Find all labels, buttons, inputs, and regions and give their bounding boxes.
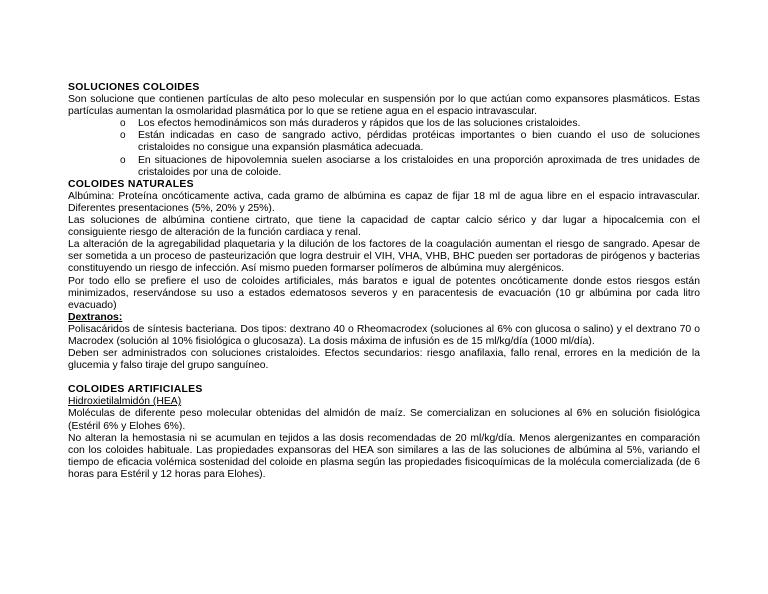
- dextranos-efectos-paragraph: Deben ser administrados con soluciones cristaloides. Efectos secundarios: riesgo anafilaxia, fallo renal, errores en la medición de la glucemia y falso tiraje del grupo sanguíneo.: [68, 348, 700, 372]
- subheading-dextranos: Dextranos:: [68, 311, 123, 323]
- bullet-marker-icon: o: [120, 154, 126, 166]
- dextranos-paragraph: Polisacáridos de síntesis bacteriana. Dos tipos: dextrano 40 o Rheomacrodex (soluciones al 6% con glucosa o salino) y el dextrano 70 o Macrodex (solución al 10% fisiológica o glucosaza). La dosis máxima de infusión es de 15 ml/kg/día (1000 ml/día).: [68, 323, 700, 347]
- section-title-coloides-artificiales: COLOIDES ARTIFICIALES: [68, 384, 203, 396]
- list-item: [68, 155, 700, 179]
- albumina-paragraph: Albúmina: Proteína oncóticamente activa, cada gramo de albúmina es capaz de fijar 18 ml de agua libre en el espacio intravascular. Diferentes presentaciones (5%, 20% y 25%).: [68, 190, 700, 214]
- citrato-paragraph: Las soluciones de albúmina contiene cirtrato, que tiene la capacidad de captar calcio sérico y dar lugar a hipocalcemia con el consiguiente riesgo de alteración de la función cardiaca y renal.: [68, 215, 700, 239]
- agregabilidad-paragraph: La alteración de la agregabilidad plaquetaria y la dilución de los factores de la coagulación aumentan el riesgo de sangrado. Apesar de ser sometida a un proceso de pasteurización que logra destruir el VIH, VHA, VHB, BHC pueden ser portadoras de pirógenos y bacterias constituyendo un riesgo de infección. Así mismo pueden formarser polímeros de albúmina muy alergénicos.: [68, 239, 700, 275]
- intro-paragraph: Son solucione que contienen partículas de alto peso molecular en suspensión por lo que actúan como expansores plasmáticos. Estas partículas aumentan la osmolaridad plasmática por lo que se retiene agua en el espacio intravascular.: [68, 94, 700, 118]
- list-item-text: En situaciones de hipovolemnia suelen asociarse a los cristaloides en una proporción aproximada de tres unidades de cristaloides por una de coloide.: [138, 154, 700, 178]
- list-item: [68, 118, 700, 130]
- subheading-hea: Hidroxietilalmidón (HEA): [68, 396, 182, 408]
- document-page: [68, 82, 700, 481]
- list-item-text: Los efectos hemodinámicos son más duraderos y rápidos que los de las soluciones cristaloides.: [138, 118, 581, 130]
- list-item-text: Están indicadas en caso de sangrado activo, pérdidas protéicas importantes o bien cuando el uso de soluciones cristaloides no consigue una expansión plasmática adecuada.: [138, 130, 700, 154]
- section-title-soluciones-coloides: SOLUCIONES COLOIDES: [68, 82, 200, 93]
- section-spacer: [68, 372, 700, 384]
- bullet-list: [68, 118, 700, 178]
- hea-paragraph: Moléculas de diferente peso molecular obtenidas del almidón de maíz. Se comercializan en soluciones al 6% en solución fisiológica (Estéril 6% y Elohes 6%).: [68, 408, 700, 432]
- preferencia-paragraph: Por todo ello se prefiere el uso de coloides artificiales, más baratos e igual de potentes oncóticamente donde estos riesgos están minimizados, reservándose su uso a estados edematosos severos y en paracentesis de evacuación (10 gr albúmina por cada litro evacuado): [68, 275, 700, 311]
- hea-hemostasia-paragraph: No alteran la hemostasia ni se acumulan en tejidos a las dosis recomendadas de 20 ml/kg/día. Menos alergenizantes en comparación con los coloides habituale. Las propiedades expansoras del HEA son similares a las de las soluciones de albúmina al 5%, variando el tiempo de eficacia volémica sostenidad del coloide en plasma según las propiedades fisicoquímicas de la molécula comercializada (de 6 horas para Estéril y 12 horas para Elohes).: [68, 432, 700, 480]
- section-title-coloides-naturales: COLOIDES NATURALES: [68, 178, 194, 190]
- bullet-marker-icon: o: [120, 130, 126, 142]
- list-item: [68, 130, 700, 154]
- bullet-marker-icon: o: [120, 118, 126, 130]
